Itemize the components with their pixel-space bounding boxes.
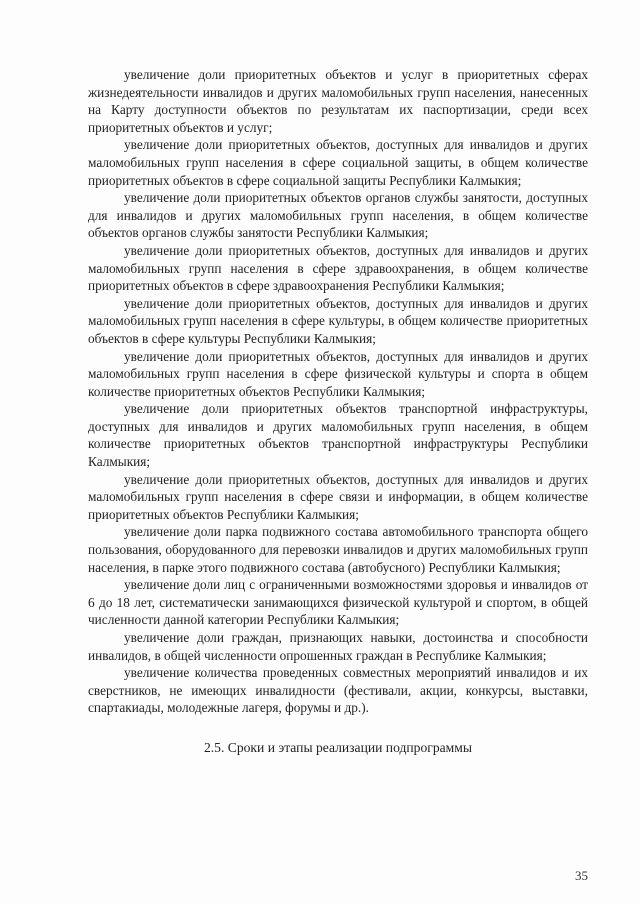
paragraph-5: увеличение доли приоритетных объектов, доступных для инвалидов и других маломобильных групп населения в сфере культуры, в общем количестве приоритетных объектов в сфере культуры Республики Калмыкия; — [88, 295, 588, 346]
paragraph-4: увеличение доли приоритетных объектов, доступных для инвалидов и других маломобильных групп населения в сфере здравоохранения, в общем количестве приоритетных объектов в сфере здравоохранения Республики Калмыкия; — [88, 242, 588, 294]
page-number: 35 — [575, 868, 588, 883]
paragraph-8: увеличение доли приоритетных объектов, доступных для инвалидов и других маломобильных групп населения в сфере связи и информации, в общем количестве приоритетных объектов Республики Калмыкия; — [88, 471, 588, 522]
section-heading: 2.5. Сроки и этапы реализации подпрограммы — [203, 739, 473, 755]
paragraph-3: увеличение доли приоритетных объектов органов службы занятости, доступных для инвалидов и других маломобильных групп населения, в общем количестве объектов органов службы занятости Республики Калмыкия; — [88, 190, 588, 241]
paragraph-1: увеличение доли приоритетных объектов и услуг в приоритетных сферах жизнедеятельности инвалидов и других маломобильных групп населения, нанесенных на Карту доступности объектов по результатам их паспортизации, среди всех приоритетных объектов и услуг; — [88, 67, 588, 135]
paragraph-6: увеличение доли приоритетных объектов, доступных для инвалидов и других маломобильных групп населения в сфере физической культуры и спорта в общем количестве приоритетных объектов Республики Калмыкия; — [88, 348, 588, 399]
paragraph-12: увеличение количества проведенных совместных мероприятий инвалидов и их сверстников, не имеющих инвалидности (фестивали, акции, конкурсы, выставки, спартакиады, молодежные лагеря, форумы и др.). — [88, 665, 588, 716]
paragraph-2: увеличение доли приоритетных объектов, доступных для инвалидов и других маломобильных групп населения в сфере социальной защиты, в общем количестве приоритетных объектов в сфере социальной защиты Республики Калмыкия; — [88, 137, 588, 188]
paragraph-7: увеличение доли приоритетных объектов транспортной инфраструктуры, доступных для инвалидов и других маломобильных групп населения, в общем количестве приоритетных объектов транспортной инфраструктуры Республики Калмыкия; — [88, 401, 588, 470]
document-body — [88, 66, 588, 757]
paragraph-10: увеличение доли лиц с ограниченными возможностями здоровья и инвалидов от 6 до 18 лет, систематически занимающихся физической культурой и спортом, в общей численности данной категории Республики Калмыкия; — [88, 577, 588, 628]
paragraph-9: увеличение доли парка подвижного состава автомобильного транспорта общего пользования, оборудованного для перевозки инвалидов и других маломобильных групп населения, в парке этого подвижного состава (автобусного) Республики Калмыкия; — [88, 524, 588, 575]
paragraph-11: увеличение доли граждан, признающих навыки, достоинства и способности инвалидов, в общей численности опрошенных граждан в Республике Калмыкия; — [88, 630, 588, 663]
